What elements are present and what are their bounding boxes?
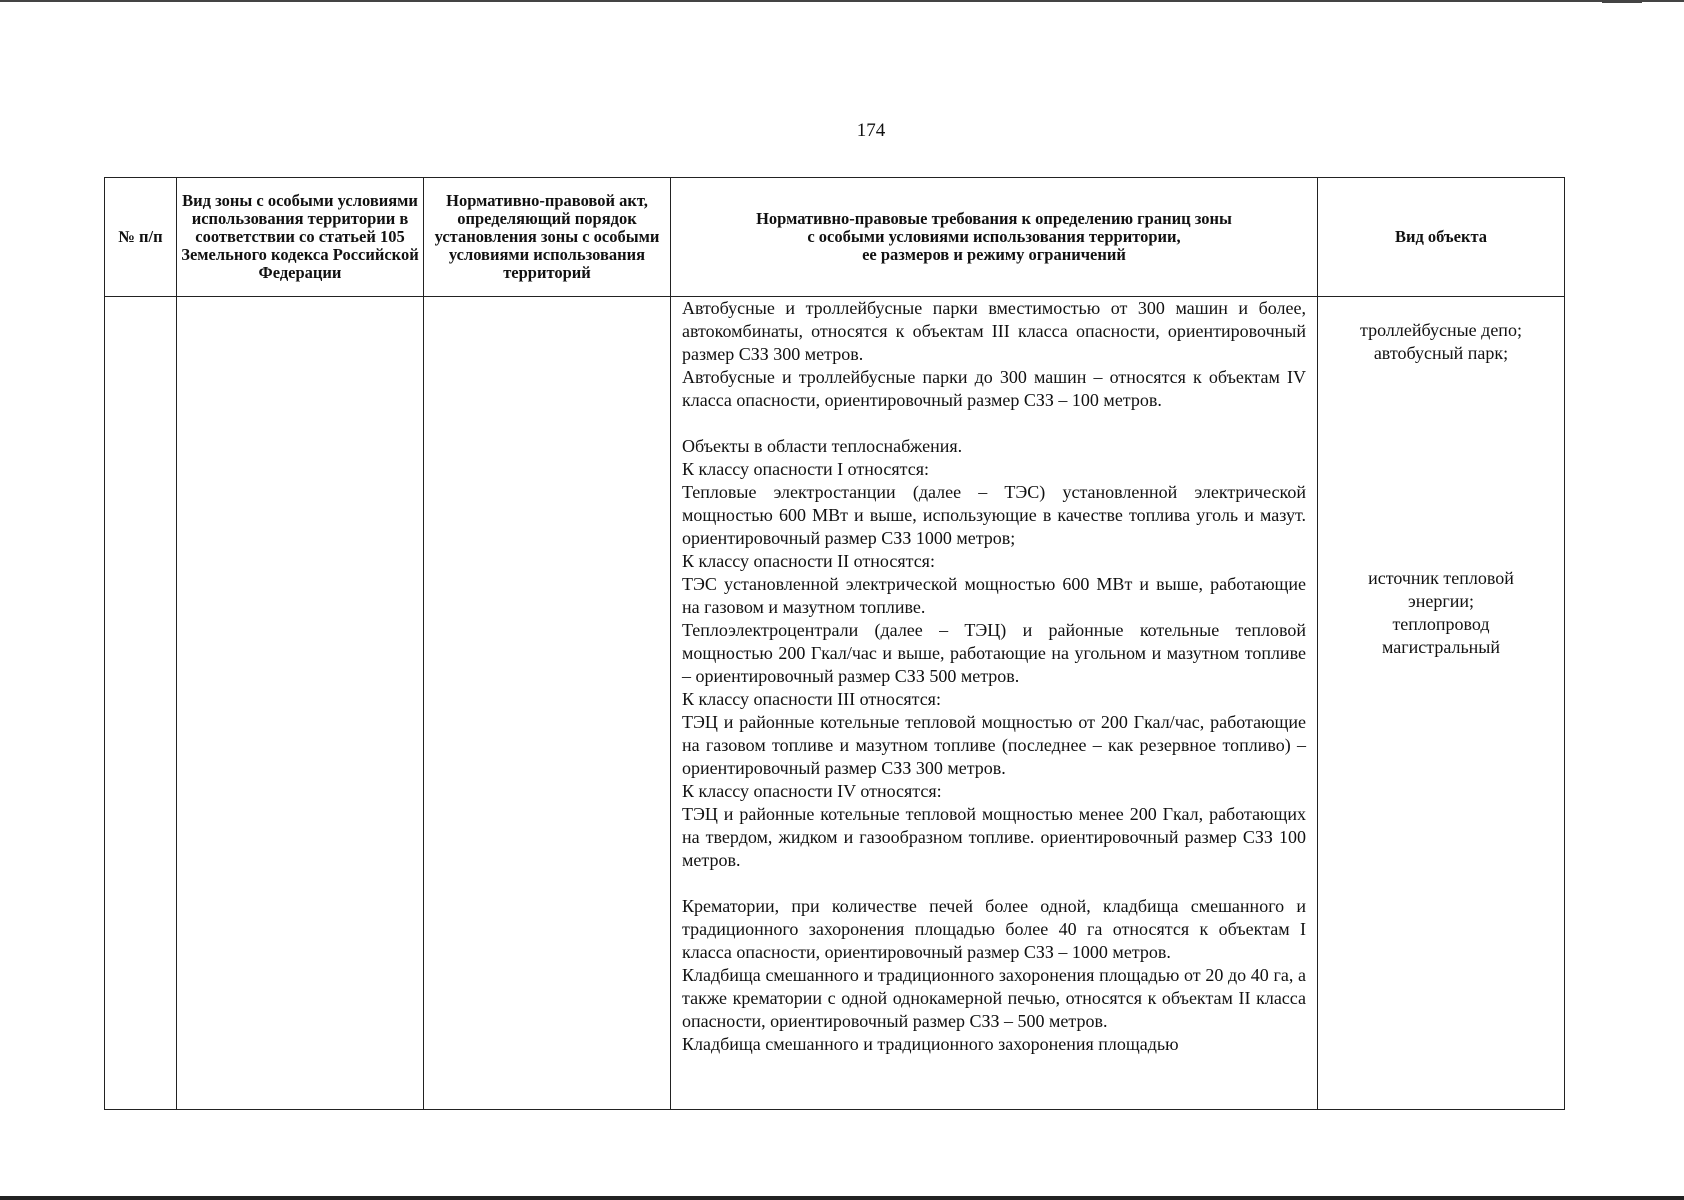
cell-zone-type	[177, 297, 424, 1110]
table-row	[105, 297, 1565, 1110]
page-number: 174	[856, 120, 886, 141]
req-paragraph: Крематории, при количестве печей более одной, кладбища смешанного и традиционного захоронения площадью более 40 га относятся к объектам I класса опасности, ориентировочный размер СЗЗ – 1000 метров.	[682, 896, 1306, 962]
scan-edge-top	[0, 0, 1684, 2]
object-block-transport	[1318, 319, 1564, 365]
table-header-row	[105, 178, 1565, 297]
req-paragraph: Автобусные и троллейбусные парки вместимостью от 300 машин и более, автокомбинаты, относятся к объектам III класса опасности, ориентировочный размер СЗЗ 300 метров.	[682, 298, 1306, 364]
cell-object-type	[1318, 297, 1565, 1110]
cell-requirements	[671, 297, 1318, 1110]
req-paragraph: К классу опасности II относятся:	[682, 551, 935, 571]
req-paragraph: Автобусные и троллейбусные парки до 300 машин – относятся к объектам IV класса опасности, ориентировочный размер СЗЗ – 100 метров.	[682, 367, 1306, 410]
req-paragraph: Объекты в области теплоснабжения.	[682, 436, 963, 456]
requirements-table	[104, 177, 1565, 1110]
object-line: троллейбусные депо;	[1360, 320, 1522, 340]
cell-number	[105, 297, 177, 1110]
paragraph-gap	[682, 412, 1306, 435]
req-paragraph: Тепловые электростанции (далее – ТЭС) установленной электрической мощностью 600 МВт и выше, использующие в качестве топлива уголь и мазут. ориентировочный размер СЗЗ 1000 метров;	[682, 482, 1306, 548]
header-zone-type: Вид зоны с особыми условиями использования территории в соответствии со статьей 105 Земельного кодекса Российской Федерации	[177, 178, 424, 297]
object-line: магистральный	[1381, 637, 1501, 657]
header-requirements-line-2: с особыми условиями использования территории,	[807, 227, 1181, 246]
req-paragraph: Кладбища смешанного и традиционного захоронения площадью	[682, 1034, 1179, 1054]
req-paragraph: Кладбища смешанного и традиционного захоронения площадью от 20 до 40 га, а также крематории с одной однокамерной печью, относятся к объектам II класса опасности, ориентировочный размер СЗЗ – 500 метров.	[682, 965, 1306, 1031]
header-legal-act: Нормативно-правовой акт, определяющий порядок установления зоны с особыми условиями использования территорий	[424, 178, 671, 297]
scan-edge-mark	[1602, 2, 1642, 3]
req-paragraph: К классу опасности IV относятся:	[682, 781, 942, 801]
header-requirements	[671, 178, 1318, 297]
header-number: № п/п	[105, 178, 177, 297]
req-paragraph: К классу опасности I относятся:	[682, 459, 929, 479]
req-paragraph: ТЭЦ и районные котельные тепловой мощностью от 200 Гкал/час, работающие на газовом топливе и мазутном топливе (последнее – как резервное топливо) – ориентировочный размер СЗЗ 300 метров.	[682, 712, 1306, 778]
object-line: источник тепловой	[1368, 568, 1514, 588]
object-line: автобусный парк;	[1373, 343, 1509, 363]
header-requirements-line-1: Нормативно-правовые требования к определению границ зоны	[756, 209, 1232, 228]
scan-edge-bottom	[0, 1196, 1684, 1200]
cell-legal-act	[424, 297, 671, 1110]
header-requirements-line-3: ее размеров и режиму ограничений	[862, 245, 1126, 264]
paragraph-gap	[682, 872, 1306, 895]
object-line: теплопровод	[1392, 614, 1490, 634]
req-paragraph: ТЭЦ и районные котельные тепловой мощностью менее 200 Гкал, работающих на твердом, жидком и газообразном топливе. ориентировочный размер СЗЗ 100 метров.	[682, 804, 1306, 870]
req-paragraph: ТЭС установленной электрической мощностью 600 МВт и выше, работающие на газовом и мазутном топливе.	[682, 574, 1306, 617]
object-line: энергии;	[1408, 591, 1474, 611]
object-block-heat	[1318, 567, 1564, 659]
req-paragraph: К классу опасности III относятся:	[682, 689, 941, 709]
req-paragraph: Теплоэлектроцентрали (далее – ТЭЦ) и районные котельные тепловой мощностью 200 Гкал/час и выше, работающие на угольном и мазутном топливе – ориентировочный размер СЗЗ 500 метров.	[682, 620, 1306, 686]
header-object-type: Вид объекта	[1318, 178, 1565, 297]
